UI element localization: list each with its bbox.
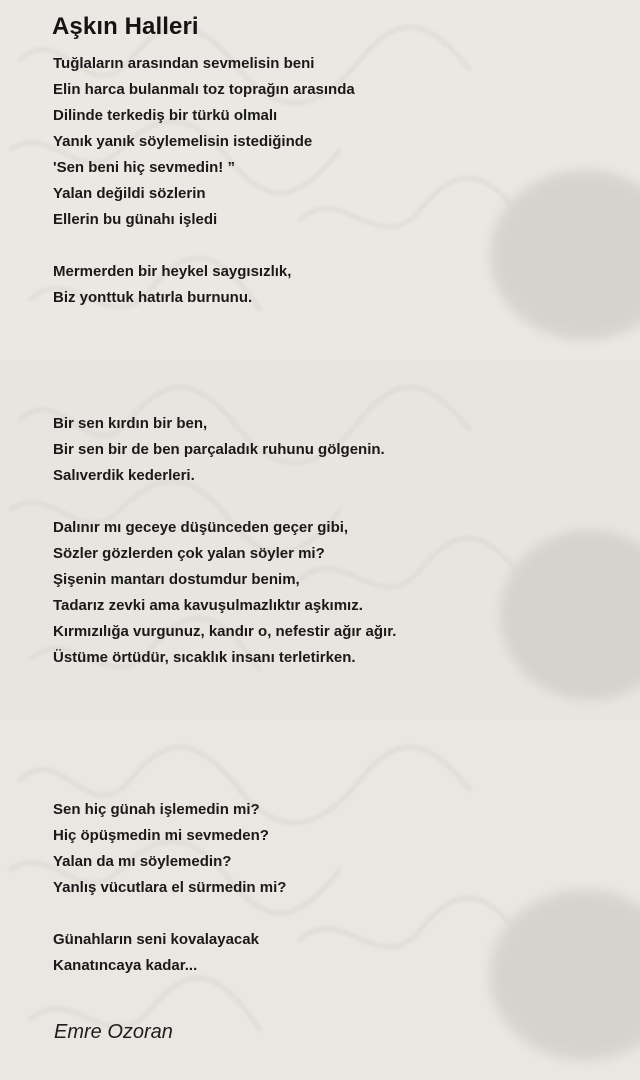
poem-line: Günahların seni kovalayacak <box>53 931 259 948</box>
poem-line: Elin harca bulanmalı toz toprağın arasında <box>53 81 355 98</box>
poem-line: Bir sen bir de ben parçaladık ruhunu gölgenin. <box>53 441 385 458</box>
poem-line: Sen hiç günah işlemedin mi? <box>53 801 260 818</box>
poem-line: Kırmızılığa vurgunuz, kandır o, nefestir ağır ağır. <box>53 623 397 640</box>
poem-line: Sözler gözlerden çok yalan söyler mi? <box>53 545 325 562</box>
poem-line: Tadarız zevki ama kavuşulmazlıktır aşkımız. <box>53 597 363 614</box>
poem-author: Emre Ozoran <box>54 1021 173 1043</box>
poem-line: Biz yonttuk hatırla burnunu. <box>53 289 253 306</box>
stanza-5 <box>53 797 286 901</box>
poem-line: Salıverdik kederleri. <box>53 467 195 484</box>
poem-line: 'Sen beni hiç sevmedin! ” <box>53 159 235 176</box>
poem-line: Hiç öpüşmedin mi sevmeden? <box>53 827 269 844</box>
stanza-6 <box>53 927 259 979</box>
stanza-1 <box>53 51 355 233</box>
poem-title: Aşkın Halleri <box>52 13 199 40</box>
poem-line: Dalınır mı geceye düşünceden geçer gibi, <box>53 519 349 536</box>
poem-line: Tuğlaların arasından sevmelisin beni <box>53 55 315 72</box>
poem-line: Ellerin bu günahı işledi <box>53 211 218 228</box>
poem-line: Yanlış vücutlara el sürmedin mi? <box>53 879 287 896</box>
poem-line: Yalan da mı söylemedin? <box>53 853 232 870</box>
poem-line: Bir sen kırdın bir ben, <box>53 415 208 432</box>
stanza-2 <box>53 259 291 311</box>
stanza-4 <box>53 515 396 671</box>
poem-line: Üstüme örtüdür, sıcaklık insanı terletirken. <box>53 649 356 666</box>
poem-line: Mermerden bir heykel saygısızlık, <box>53 263 292 280</box>
poem-line: Şişenin mantarı dostumdur benim, <box>53 571 300 588</box>
poem-line: Yanık yanık söylemelisin istediğinde <box>53 133 313 150</box>
poem-line: Dilinde terkediş bir türkü olmalı <box>53 107 278 124</box>
poem-line: Kanatıncaya kadar... <box>53 957 198 974</box>
stanza-3 <box>53 411 385 489</box>
poem-line: Yalan değildi sözlerin <box>53 185 206 202</box>
